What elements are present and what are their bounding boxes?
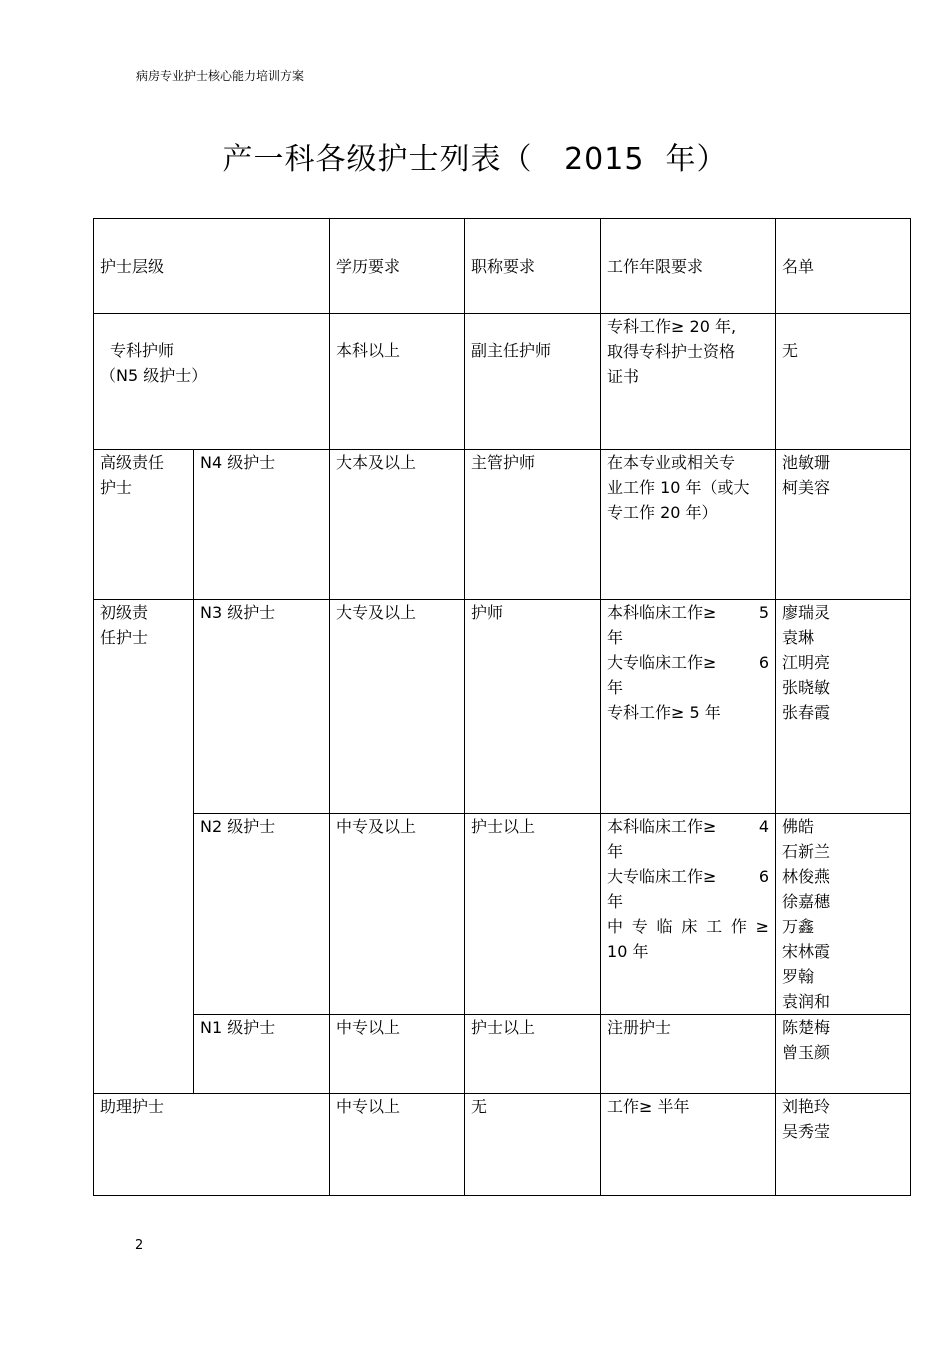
cell-line: 廖瑞灵 (782, 603, 831, 622)
title-n2: 护士以上 (465, 814, 601, 1015)
cell-line: 证书 (607, 367, 640, 386)
title-assistant: 无 (465, 1094, 601, 1196)
cell-line-part: 中 (607, 917, 624, 936)
cell-line: 业工作 10 年（或大 (607, 478, 750, 497)
header-education: 学历要求 (330, 219, 465, 314)
table-row-n2 (94, 814, 911, 1015)
cell-line: 吴秀莹 (782, 1122, 831, 1141)
cell-line (607, 814, 769, 839)
cell-line-part: 大专临床工作≥ (607, 867, 717, 886)
education-n3: 大专及以上 (330, 600, 465, 814)
group-senior (94, 450, 194, 600)
cell-line: 取得专科护士资格 (607, 342, 736, 361)
title-n1: 护士以上 (465, 1015, 601, 1094)
cell-line: 刘艳玲 (782, 1097, 831, 1116)
cell-line (607, 864, 769, 889)
cell-line: 佛皓 (782, 817, 815, 836)
names-n4 (776, 450, 911, 600)
cell-line: 注册护士 (607, 1018, 672, 1037)
cell-line-part: 6 (758, 867, 770, 886)
years-n2 (601, 814, 776, 1015)
cell-line: 池敏珊 (782, 453, 831, 472)
cell-line: 宋林霞 (782, 942, 831, 961)
years-assistant (601, 1094, 776, 1196)
sub-n1: N1 级护士 (194, 1015, 330, 1094)
level-n5-line2: （N5 级护士） (100, 366, 208, 385)
education-n2: 中专及以上 (330, 814, 465, 1015)
cell-line: 袁润和 (782, 992, 831, 1011)
table-row-assistant (94, 1094, 911, 1196)
cell-line-part: 临 (656, 917, 673, 936)
running-header: 病房专业护士核心能力培训方案 (136, 69, 305, 83)
cell-line: 无 (782, 341, 799, 360)
cell-line: 专科工作≥ 5 年 (607, 703, 721, 722)
sub-n4: N4 级护士 (194, 450, 330, 600)
cell-line: 徐嘉穗 (782, 892, 831, 911)
header-names: 名单 (776, 219, 911, 314)
education-n5: 本科以上 (330, 314, 465, 450)
education-assistant: 中专以上 (330, 1094, 465, 1196)
header-level: 护士层级 (94, 219, 330, 314)
names-n1 (776, 1015, 911, 1094)
cell-line: 林俊燕 (782, 867, 831, 886)
names-n5 (776, 314, 911, 450)
cell-line-part: 床 (681, 917, 698, 936)
table-row-n5 (94, 314, 911, 450)
cell-line: 江明亮 (782, 653, 831, 672)
cell-line-part: 6 (758, 653, 770, 672)
cell-line: 任护士 (100, 628, 149, 647)
table-header-row (94, 219, 911, 314)
sub-n2: N2 级护士 (194, 814, 330, 1015)
years-n4 (601, 450, 776, 600)
education-n4: 大本及以上 (330, 450, 465, 600)
names-assistant (776, 1094, 911, 1196)
cell-line-part: 专 (631, 917, 648, 936)
years-n3 (601, 600, 776, 814)
table-row-n3 (94, 600, 911, 814)
group-junior (94, 600, 194, 1094)
nurse-level-table (93, 218, 911, 1196)
cell-line-part: 作 (730, 917, 747, 936)
cell-line-part: 4 (758, 817, 770, 836)
table-row-n1 (94, 1015, 911, 1094)
cell-line: 年 (607, 842, 624, 861)
cell-line-part: ≥ (755, 917, 770, 936)
cell-line: 在本专业或相关专 (607, 453, 736, 472)
cell-line: 专科工作≥ 20 年, (607, 317, 737, 336)
cell-line: 袁琳 (782, 628, 815, 647)
cell-line-part: 本科临床工作≥ (607, 817, 717, 836)
header-title: 职称要求 (465, 219, 601, 314)
cell-line: 陈楚梅 (782, 1018, 831, 1037)
cell-line: 年 (607, 628, 624, 647)
cell-line: 高级责任 (100, 453, 165, 472)
cell-line (607, 914, 769, 939)
level-assistant: 助理护士 (94, 1094, 330, 1196)
page-number: 2 (135, 1238, 144, 1253)
title-n5: 副主任护师 (465, 314, 601, 450)
cell-line (607, 600, 769, 625)
cell-line-part: 本科临床工作≥ (607, 603, 717, 622)
cell-line: 罗翰 (782, 967, 815, 986)
table-row-n4 (94, 450, 911, 600)
cell-line: 护士 (100, 478, 133, 497)
cell-line: 柯美容 (782, 478, 831, 497)
cell-line-part: 工 (706, 917, 723, 936)
title-n4: 主管护师 (465, 450, 601, 600)
cell-line: 初级责 (100, 603, 149, 622)
level-n5 (94, 314, 330, 450)
cell-line: 张晓敏 (782, 678, 831, 697)
cell-line: 工作≥ 半年 (607, 1097, 690, 1116)
cell-line (607, 650, 769, 675)
years-n1 (601, 1015, 776, 1094)
cell-line: 张春霞 (782, 703, 831, 722)
names-n2 (776, 814, 911, 1015)
cell-line: 年 (607, 678, 624, 697)
years-n5 (601, 314, 776, 450)
cell-line: 万鑫 (782, 917, 815, 936)
cell-line: 石新兰 (782, 842, 831, 861)
cell-line: 10 年 (607, 942, 649, 961)
cell-line: 专工作 20 年） (607, 503, 718, 522)
cell-line-part: 大专临床工作≥ (607, 653, 717, 672)
cell-line-part: 5 (758, 603, 770, 622)
names-n3 (776, 600, 911, 814)
sub-n3: N3 级护士 (194, 600, 330, 814)
cell-line: 年 (607, 892, 624, 911)
level-n5-line1: 专科护师 (110, 341, 175, 360)
page-title: 产一科各级护士列表（ 2015 年） (222, 142, 728, 177)
header-years: 工作年限要求 (601, 219, 776, 314)
title-n3: 护师 (465, 600, 601, 814)
cell-line: 曾玉颜 (782, 1043, 831, 1062)
education-n1: 中专以上 (330, 1015, 465, 1094)
